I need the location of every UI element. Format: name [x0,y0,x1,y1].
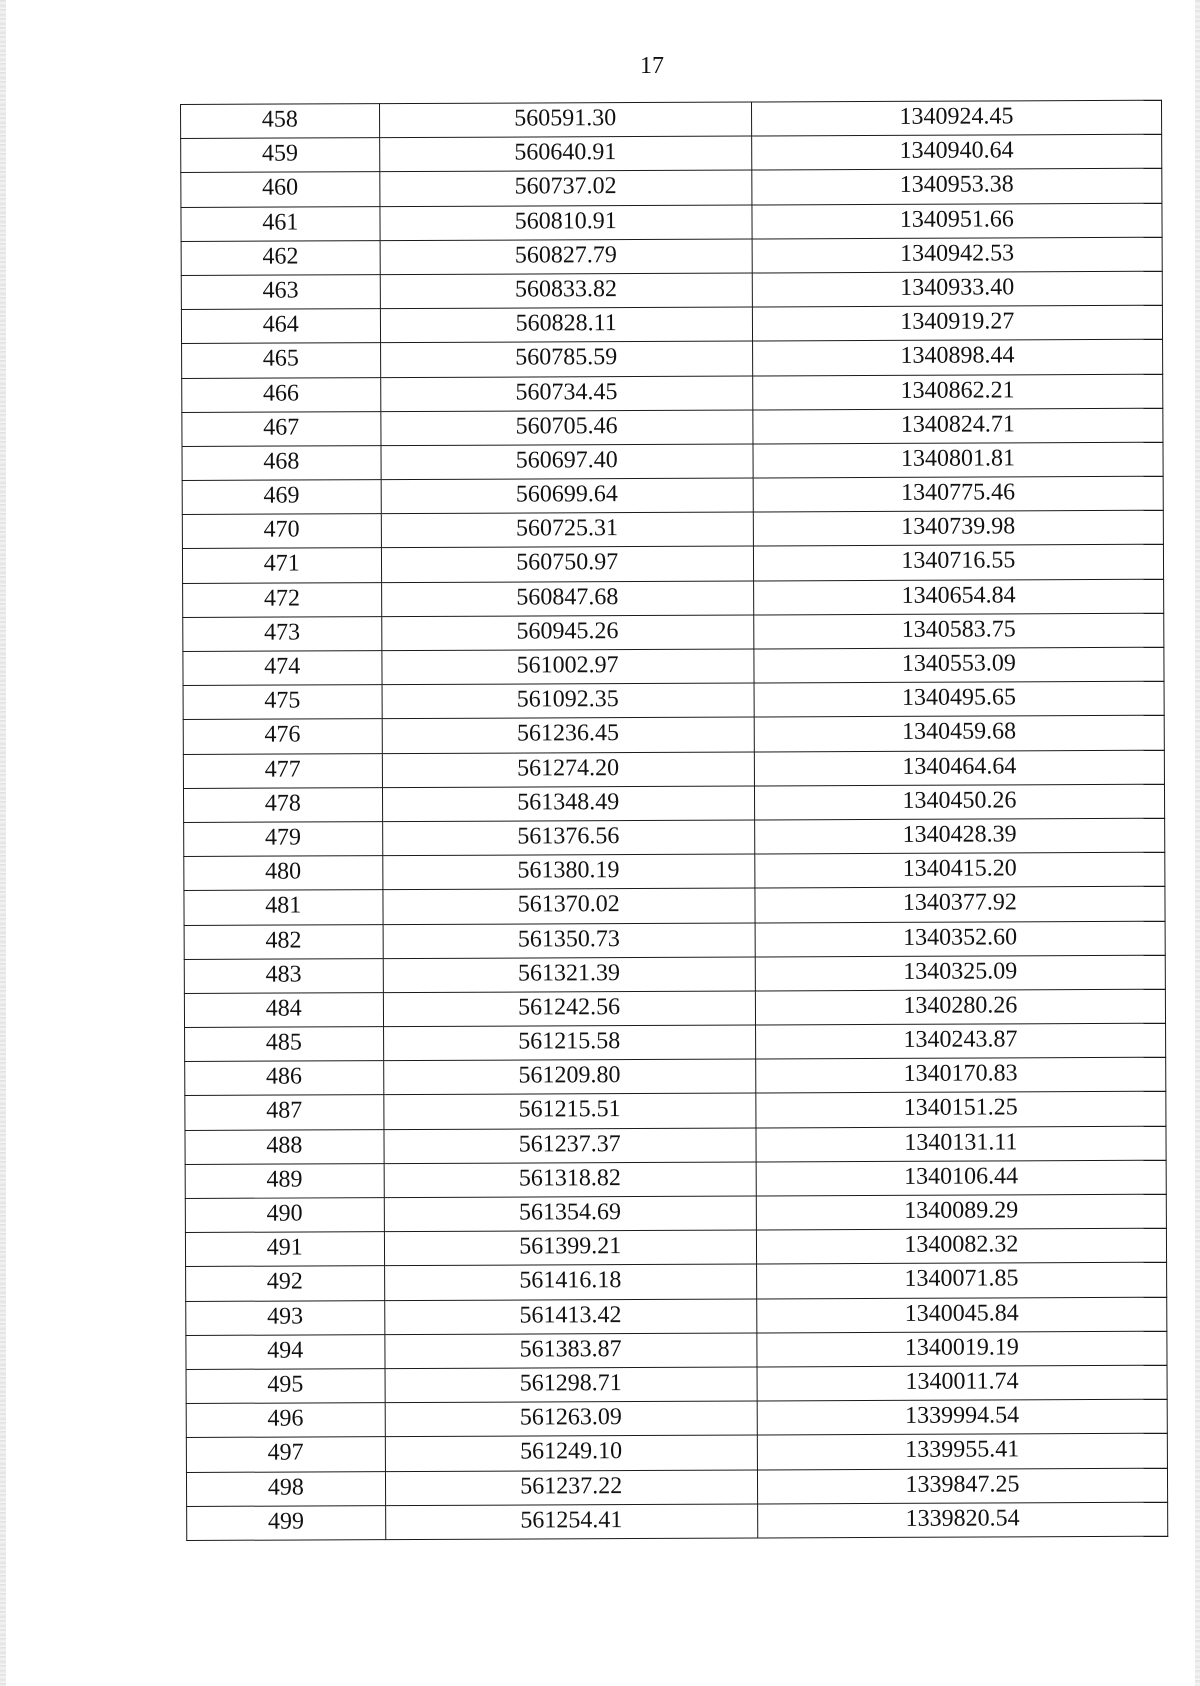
y-coordinate-cell-text: 1340775.46 [901,479,1016,506]
x-coordinate-cell-text: 561350.73 [517,925,620,953]
y-coordinate-cell-text: 1340495.65 [901,684,1017,712]
y-coordinate-cell [755,921,1165,957]
point-number-cell [185,1129,384,1164]
y-coordinate-cell [757,1434,1167,1470]
y-coordinate-cell-text: 1340924.45 [899,103,1014,130]
point-number-cell [182,480,381,515]
x-coordinate-cell-text: 560725.31 [515,515,619,542]
x-coordinate-cell [380,376,752,412]
y-coordinate-cell [757,1399,1167,1435]
x-coordinate-cell-text: 560734.45 [515,378,618,406]
x-coordinate-cell [385,1401,757,1437]
y-coordinate-cell-text: 1340553.09 [901,650,1016,677]
point-number-cell [185,1027,384,1062]
point-number-cell-text: 484 [265,995,302,1022]
table-row [182,476,1163,514]
y-coordinate-cell-text: 1340151.25 [903,1094,1018,1122]
y-coordinate-cell-text: 1340045.84 [904,1299,1019,1327]
x-coordinate-cell [383,1093,755,1129]
table-row [184,887,1165,925]
point-number-cell-text: 462 [262,243,299,270]
x-coordinate-cell-text: 561254.41 [520,1506,623,1534]
x-coordinate-cell-text: 561274.20 [517,754,620,782]
x-coordinate-cell [382,888,754,924]
x-coordinate-cell-text: 560750.97 [516,549,619,576]
x-coordinate-cell-text: 561002.97 [516,652,619,679]
y-coordinate-cell [753,579,1163,615]
point-number-cell-text: 475 [264,687,301,714]
table-row [183,750,1164,788]
point-number-cell-text: 471 [263,550,300,578]
point-number-cell-text: 499 [267,1508,305,1535]
point-number-cell-text: 461 [262,209,299,236]
table-row [181,305,1162,343]
table-row [183,716,1164,754]
point-number-cell [184,856,383,891]
x-coordinate-cell-text: 561318.82 [518,1164,621,1192]
x-coordinate-cell [379,102,751,138]
y-coordinate-cell-text: 1340933.40 [900,274,1015,301]
table-row [186,1331,1167,1369]
x-coordinate-cell [384,1128,756,1164]
x-coordinate-cell-text: 560705.46 [515,412,618,440]
point-number-cell [186,1471,385,1506]
point-number-cell-text: 476 [264,721,301,749]
table-row [185,1057,1166,1095]
page-number: 17 [640,53,664,79]
point-number-cell [183,582,382,617]
table-row [186,1365,1167,1403]
y-coordinate-cell-text: 1340801.81 [900,445,1016,472]
x-coordinate-cell [380,341,752,377]
y-coordinate-cell [757,1365,1167,1401]
point-number-cell-text: 490 [266,1200,303,1227]
y-coordinate-cell [753,510,1163,546]
x-coordinate-cell [381,444,753,480]
point-number-cell-text: 482 [265,926,302,954]
coordinate-table [180,100,1168,1541]
point-number-cell [181,275,380,310]
y-coordinate-cell [754,818,1164,854]
x-coordinate-cell-text: 560810.91 [514,207,617,235]
x-coordinate-cell-text: 561237.37 [518,1130,621,1158]
point-number-cell-text: 477 [264,756,301,783]
table-row [184,989,1165,1027]
y-coordinate-cell-text: 1340919.27 [900,308,1015,335]
point-number-cell [182,377,381,412]
x-coordinate-cell [382,820,754,856]
y-coordinate-cell [755,989,1165,1025]
point-number-cell [182,411,381,446]
y-coordinate-cell-text: 1340377.92 [902,889,1017,917]
scan-edge-left [0,0,6,1686]
x-coordinate-cell-text: 560640.91 [514,139,617,166]
y-coordinate-cell-text: 1339955.41 [905,1436,1020,1464]
point-number-cell-text: 474 [264,653,301,680]
point-number-cell-text: 494 [267,1337,304,1364]
y-coordinate-cell-text: 1339820.54 [905,1505,1020,1532]
x-coordinate-cell [384,1162,756,1198]
table-row [184,921,1165,959]
y-coordinate-cell-text: 1340898.44 [900,342,1015,370]
y-coordinate-cell-text: 1340824.71 [900,411,1015,438]
y-coordinate-cell-text: 1340464.64 [902,752,1017,780]
point-number-cell [183,753,382,788]
point-number-cell [181,172,380,207]
x-coordinate-cell-text: 561209.80 [518,1062,621,1089]
x-coordinate-cell [385,1367,757,1403]
scan-edge-right [1195,0,1200,1686]
y-coordinate-cell-text: 1340325.09 [903,958,1018,985]
point-number-cell [185,1095,384,1130]
table-row [184,955,1165,993]
x-coordinate-cell-text: 561242.56 [518,993,621,1021]
x-coordinate-cell [384,1333,756,1369]
point-number-cell [182,514,381,549]
y-coordinate-cell [755,887,1165,923]
x-coordinate-cell-text: 561376.56 [517,823,620,850]
y-coordinate-cell-text: 1340011.74 [905,1368,1019,1395]
x-coordinate-cell [380,307,752,343]
point-number-cell-text: 491 [266,1234,303,1261]
y-coordinate-cell-text: 1340082.32 [904,1231,1019,1259]
x-coordinate-cell-text: 560737.02 [514,173,617,200]
point-number-cell [184,822,383,857]
y-coordinate-cell [756,1228,1166,1264]
point-number-cell [181,138,380,173]
point-number-cell [184,890,383,925]
point-number-cell [182,343,381,378]
y-coordinate-cell-text: 1340942.53 [899,240,1015,267]
point-number-cell-text: 492 [266,1268,303,1296]
point-number-cell [186,1369,385,1404]
y-coordinate-cell [752,340,1162,376]
y-coordinate-cell [756,1126,1166,1162]
x-coordinate-cell-text: 560697.40 [515,446,618,474]
table-row [181,100,1162,138]
x-coordinate-cell [384,1264,756,1300]
table-row [186,1297,1167,1335]
table-row [183,647,1164,685]
point-number-cell-text: 489 [266,1166,303,1193]
point-number-cell [181,309,380,344]
y-coordinate-cell [753,545,1163,581]
y-coordinate-cell [756,1263,1166,1299]
point-number-cell-text: 460 [262,174,299,202]
point-number-cell-text: 472 [263,585,300,612]
table-row [185,1092,1166,1130]
x-coordinate-cell [379,170,751,206]
table-row [182,510,1163,548]
point-number-cell-text: 480 [265,858,302,885]
point-number-cell-text: 483 [265,961,302,988]
y-coordinate-cell [753,442,1163,478]
y-coordinate-cell [752,237,1162,273]
point-number-cell [186,1334,385,1369]
y-coordinate-cell-text: 1340951.66 [899,205,1014,233]
x-coordinate-cell [381,581,753,617]
y-coordinate-cell-text: 1340019.19 [904,1334,1019,1361]
x-coordinate-cell-text: 560591.30 [514,105,617,132]
coordinate-table-body [181,100,1168,1540]
point-number-cell [185,1232,384,1267]
x-coordinate-cell [385,1504,757,1540]
x-coordinate-cell-text: 561236.45 [516,720,619,747]
x-coordinate-cell-text: 560785.59 [515,344,618,371]
y-coordinate-cell-text: 1340089.29 [904,1197,1019,1224]
x-coordinate-cell [379,205,751,241]
y-coordinate-cell [751,100,1161,136]
table-row [186,1263,1167,1301]
x-coordinate-cell [383,957,755,993]
y-coordinate-cell [752,271,1162,307]
x-coordinate-cell-text: 561370.02 [517,891,620,918]
point-number-cell [182,548,381,583]
x-coordinate-cell [382,683,754,719]
y-coordinate-cell-text: 1340131.11 [904,1128,1018,1156]
point-number-cell-text: 485 [265,1029,302,1056]
x-coordinate-cell [385,1435,757,1471]
table-row [184,852,1165,890]
point-number-cell [184,924,383,959]
table-row [186,1468,1167,1506]
point-number-cell-text: 493 [266,1303,304,1330]
y-coordinate-cell-text: 1340739.98 [901,513,1016,541]
x-coordinate-cell [383,922,755,958]
x-coordinate-cell [383,1059,755,1095]
x-coordinate-cell-text: 561348.49 [517,788,620,816]
point-number-cell-text: 478 [264,790,301,817]
x-coordinate-cell [381,512,753,548]
y-coordinate-cell [755,1023,1165,1059]
table-row [181,237,1162,275]
x-coordinate-cell [381,615,753,651]
point-number-cell [181,240,380,275]
y-coordinate-cell-text: 1340583.75 [901,616,1016,643]
x-coordinate-cell [383,1025,755,1061]
x-coordinate-cell-text: 560827.79 [514,241,617,269]
x-coordinate-cell-text: 561237.22 [520,1472,623,1500]
point-number-cell-text: 498 [267,1473,304,1501]
y-coordinate-cell [754,613,1164,649]
point-number-cell-text: 464 [262,311,299,338]
point-number-cell [186,1403,385,1438]
y-coordinate-cell [753,408,1163,444]
table-row [187,1502,1168,1540]
x-coordinate-cell [384,1196,756,1232]
table-row [181,134,1162,172]
table-row [181,203,1162,241]
x-coordinate-cell-text: 561249.10 [519,1438,623,1465]
x-coordinate-cell [382,854,754,890]
y-coordinate-cell [755,852,1165,888]
table-row [185,1160,1166,1198]
table-row [185,1228,1166,1266]
y-coordinate-cell [753,476,1163,512]
x-coordinate-cell-text: 560699.64 [515,481,618,508]
point-number-cell-text: 495 [267,1371,304,1398]
point-number-cell [182,446,381,481]
x-coordinate-cell-text: 561215.51 [518,1096,621,1123]
x-coordinate-cell [382,752,754,788]
y-coordinate-cell-text: 1340953.38 [899,171,1014,199]
point-number-cell-text: 497 [267,1439,304,1466]
y-coordinate-cell-text: 1339994.54 [905,1402,1020,1429]
point-number-cell [183,616,382,651]
y-coordinate-cell-text: 1340654.84 [901,581,1016,609]
x-coordinate-cell-text: 561416.18 [519,1267,622,1294]
x-coordinate-cell-text: 561298.71 [519,1370,622,1397]
x-coordinate-cell-text: 561215.58 [518,1028,621,1055]
point-number-cell-text: 469 [263,482,300,509]
x-coordinate-cell-text: 561413.42 [519,1301,622,1329]
y-coordinate-cell [754,784,1164,820]
y-coordinate-cell [756,1160,1166,1196]
y-coordinate-cell-text: 1340415.20 [902,855,1017,882]
point-number-cell [187,1505,386,1540]
table-row [186,1434,1167,1472]
y-coordinate-cell-text: 1340106.44 [904,1163,1019,1190]
point-number-cell-text: 488 [266,1132,303,1159]
table-row [182,374,1163,412]
x-coordinate-cell [385,1469,757,1505]
point-number-cell [186,1266,385,1301]
x-coordinate-cell-text: 561354.69 [518,1199,622,1226]
point-number-cell-text: 458 [261,106,298,133]
y-coordinate-cell [755,955,1165,991]
y-coordinate-cell [752,374,1162,410]
point-number-cell-text: 459 [261,140,299,167]
x-coordinate-cell-text: 561399.21 [519,1233,622,1260]
x-coordinate-cell [379,136,751,172]
table-row [183,784,1164,822]
point-number-cell-text: 473 [264,619,301,646]
table-row [182,442,1163,480]
y-coordinate-cell [757,1297,1167,1333]
x-coordinate-cell [381,649,753,685]
y-coordinate-cell-text: 1340450.26 [902,787,1017,814]
x-coordinate-cell [380,273,752,309]
x-coordinate-cell-text: 561380.19 [517,857,620,884]
y-coordinate-cell [757,1468,1167,1504]
point-number-cell [181,104,380,139]
y-coordinate-cell-text: 1340940.64 [899,137,1014,165]
table-row [185,1194,1166,1232]
y-coordinate-cell [756,1092,1166,1128]
point-number-cell [185,1163,384,1198]
x-coordinate-cell [384,1230,756,1266]
table-row [181,271,1162,309]
y-coordinate-cell [751,134,1161,170]
point-number-cell-text: 479 [264,824,302,851]
point-number-cell-text: 465 [262,345,299,372]
x-coordinate-cell-text: 560945.26 [516,617,619,645]
x-coordinate-cell [380,410,752,446]
point-number-cell [185,1061,384,1096]
y-coordinate-cell-text: 1340862.21 [900,376,1015,404]
x-coordinate-cell [383,991,755,1027]
point-number-cell [184,992,383,1027]
y-coordinate-cell-text: 1340280.26 [903,992,1018,1019]
y-coordinate-cell [754,681,1164,717]
point-number-cell [186,1300,385,1335]
y-coordinate-cell-text: 1340071.85 [904,1265,1019,1293]
y-coordinate-cell [756,1194,1166,1230]
table-row [183,613,1164,651]
table-row [181,169,1162,207]
y-coordinate-cell-text: 1340243.87 [903,1026,1018,1053]
y-coordinate-cell [757,1331,1167,1367]
x-coordinate-cell-text: 561092.35 [516,686,619,713]
y-coordinate-cell [754,647,1164,683]
table-row [183,681,1164,719]
point-number-cell-text: 486 [265,1063,303,1090]
point-number-cell-text: 487 [266,1097,303,1125]
point-number-cell-text: 470 [263,516,300,543]
point-number-cell [181,206,380,241]
table-row [182,408,1163,446]
point-number-cell [183,787,382,822]
point-number-cell [185,1198,384,1233]
table-row [184,818,1165,856]
table-row [185,1023,1166,1061]
y-coordinate-cell-text: 1340716.55 [901,547,1016,575]
point-number-cell [183,719,382,754]
point-number-cell-text: 466 [262,379,300,407]
point-number-cell-text: 468 [263,448,300,475]
table-row [182,545,1163,583]
point-number-cell-text: 496 [267,1405,304,1432]
x-coordinate-cell-text: 561263.09 [519,1404,622,1431]
y-coordinate-cell-text: 1340170.83 [903,1060,1018,1088]
y-coordinate-cell [757,1502,1167,1538]
x-coordinate-cell [382,786,754,822]
y-coordinate-cell-text: 1340459.68 [902,718,1017,746]
y-coordinate-cell [754,716,1164,752]
point-number-cell [183,685,382,720]
y-coordinate-cell [752,169,1162,205]
x-coordinate-cell-text: 560847.68 [516,583,619,611]
point-number-cell [184,958,383,993]
table-row [182,340,1163,378]
x-coordinate-cell [380,239,752,275]
y-coordinate-cell-text: 1340352.60 [902,923,1018,951]
table-row [183,579,1164,617]
x-coordinate-cell [382,717,754,753]
x-coordinate-cell [381,478,753,514]
point-number-cell [186,1437,385,1472]
point-number-cell-text: 481 [265,892,302,919]
x-coordinate-cell-text: 560833.82 [514,276,618,303]
table-row [186,1399,1167,1437]
x-coordinate-cell [384,1299,756,1335]
y-coordinate-cell [755,1057,1165,1093]
x-coordinate-cell-text: 561383.87 [519,1335,622,1363]
table-row [185,1126,1166,1164]
y-coordinate-cell-text: 1339847.25 [905,1470,1020,1498]
y-coordinate-cell [752,305,1162,341]
y-coordinate-cell [752,203,1162,239]
x-coordinate-cell-text: 560828.11 [515,310,617,337]
y-coordinate-cell-text: 1340428.39 [902,821,1017,848]
y-coordinate-cell [754,750,1164,786]
point-number-cell-text: 467 [263,414,300,441]
point-number-cell [183,651,382,686]
x-coordinate-cell-text: 561321.39 [517,959,621,987]
point-number-cell-text: 463 [262,277,299,304]
x-coordinate-cell [381,546,753,582]
